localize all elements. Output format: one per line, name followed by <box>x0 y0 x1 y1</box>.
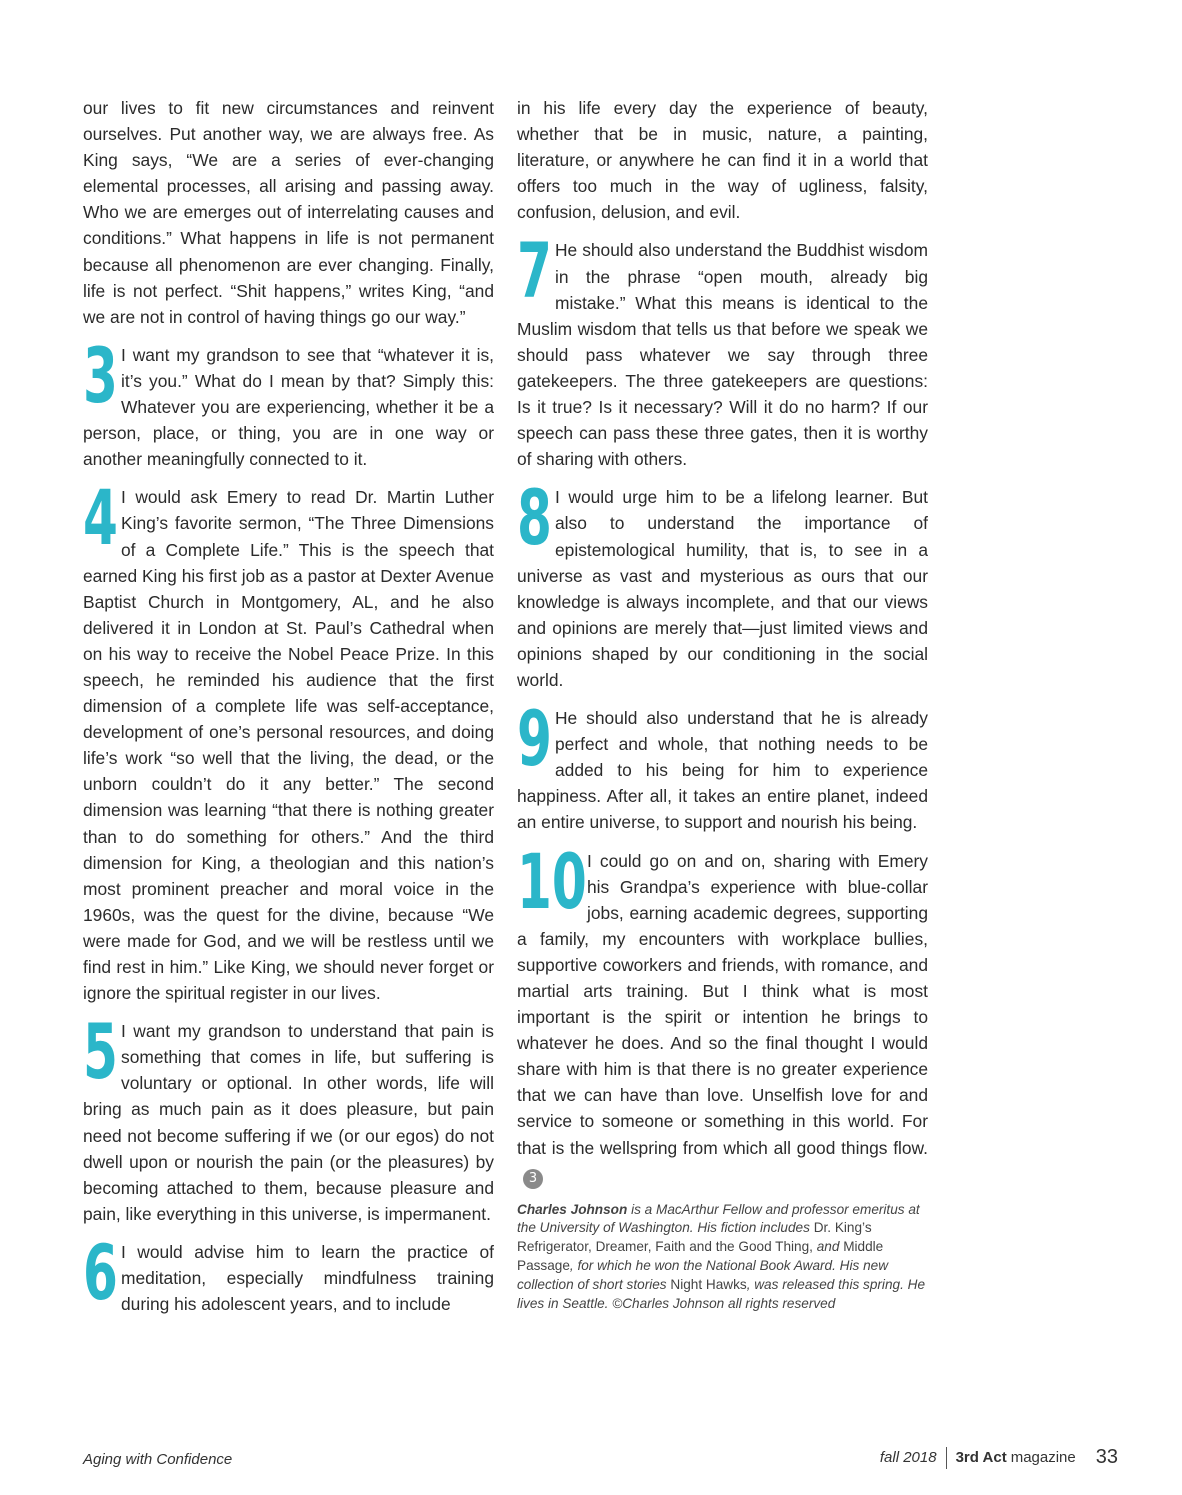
item-7 <box>517 237 928 472</box>
section-title: Aging with Confidence <box>83 1451 233 1468</box>
end-mark-icon: 3 <box>523 1169 543 1189</box>
item-number-5: 5 <box>83 1018 118 1097</box>
magazine-word: magazine <box>1010 1449 1076 1466</box>
footer-divider <box>946 1447 947 1469</box>
magazine-brand: 3rd Act <box>955 1449 1007 1466</box>
item-number-10: 10 <box>517 847 587 926</box>
issue-season: fall 2018 <box>879 1449 937 1466</box>
item-10-text: I could go on and on, sharing with Emery his Grandpa’s experience with blue-collar jobs, earning academic degrees, supporting a family, my encounters with workplace bullies, supportive coworkers and friends, with romance, and martial arts training. But I think what is most important is the spirit or intention he brings to whatever he does. And so the final thought I would share with him is that there is no greater experience that we can have than love. Unselfish love for and service to someone or something in this world. For that is the wellspring from which all good things flow. <box>517 850 928 1158</box>
author-name: Charles Johnson <box>517 1201 628 1217</box>
item-number-3: 3 <box>83 341 118 420</box>
book-title-night-hawks: Night Hawks <box>670 1276 747 1292</box>
book-titles: Dr. King’s Refrigerator, Dreamer, Faith and the Good Thing, <box>517 1220 872 1255</box>
item-number-7: 7 <box>517 237 552 316</box>
item-4-text: I would ask Emery to read Dr. Martin Luther King’s favorite sermon, “The Three Dimensions of a Complete Life.” This is the speech that earned King his first job as a pastor at Dexter Avenue Baptist Church in Montgomery, AL, and he also delivered it in London at St. Paul’s Cathedral when on his way to receive the Nobel Peace Prize. In this speech, he reminded his audience that the first dimension of a complete life was self-acceptance, development of one’s personal resources, and doing life’s work “so well that the living, the dead, or the unborn couldn’t do it any better.” The second dimension was learning “that there is nothing greater than to do something for others.” And the third dimension for King, a theologian and this nation’s most prominent preacher and moral voice in the 1960s, was the quest for the divine, because “We were made for God, and we will be restless until we find rest in him.” Like King, we should never forget or ignore the spiritual register in our lives. <box>83 487 494 1004</box>
left-column <box>83 95 494 1329</box>
item-6-text: I would advise him to learn the practice of meditation, especially mindfulness training during his adolescent years, and to include <box>121 1241 494 1315</box>
magazine-footer <box>880 1446 1118 1469</box>
item-9 <box>517 705 928 835</box>
item-9-text: He should also understand that he is already perfect and whole, that nothing needs to be added to his being for him to experience happiness. After all, it takes an entire planet, indeed an entire universe, to support and nourish his being. <box>517 708 928 833</box>
item-7-text: He should also understand the Buddhist wisdom in the phrase “open mouth, already big mistake.” What this means is identical to the Muslim wisdom that tells us that before we speak we should pass whatever we say through three gatekeepers. The three gatekeepers are questions: Is it true? Is it necessary? Will it do no harm? If our speech can pass these three gates, then it is worthy of sharing with others. <box>517 240 928 470</box>
item-8 <box>517 484 928 693</box>
page-number: 33 <box>1095 1446 1118 1468</box>
intro-paragraph: our lives to fit new circumstances and reinvent ourselves. Put another way, we are always free. As King says, “We are a series of ever-changing elemental processes, all arising and passing away. Who we are emerges out of interrelating causes and conditions.” What happens in life is not permanent because all phenomenon are ever changing. Finally, life is not perfect. “Shit happens,” writes King, “and we are not in control of having things go our way.” <box>83 98 494 327</box>
item-number-6: 6 <box>83 1238 118 1317</box>
item-number-8: 8 <box>517 484 552 563</box>
item-10 <box>517 848 928 1189</box>
item-3-text: I want my grandson to see that “whatever it is, it’s you.” What do I mean by that? Simply this: Whatever you are experiencing, whether it be a person, place, or thing, you are in one way or another meaningfully connected to it. <box>83 344 494 470</box>
item-number-4: 4 <box>83 484 118 563</box>
item-6 <box>83 1239 494 1317</box>
item-4 <box>83 484 494 1006</box>
item-8-text: I would urge him to be a lifelong learner. But also to understand the importance of epistemological humility, that is, to see in a universe as vast and mysterious as ours that our knowledge is always incomplete, and that our views and opinions are merely that—just limited views and opinions shaped by our conditioning in the social world. <box>517 487 928 690</box>
item-5 <box>83 1018 494 1227</box>
right-column <box>517 95 928 1313</box>
item-5-text: I want my grandson to understand that pain is something that comes in life, but suffering is voluntary or optional. In other words, life will bring as much pain as it does pleasure, but pain need not become suffering if we (or our egos) do not dwell upon or nourish the pain (or the pleasures) by becoming attached to them, because pleasure and pain, like everything in this universe, is impermanent. <box>83 1021 494 1224</box>
author-bio: Charles Johnson is a MacArthur Fellow and professor emeritus at the University of Washington. His fiction includes Dr. King’s Refrigerator, Dreamer, Faith and the Good Thing, and Middle Passage, for which he won the National Book Award. His new collection of short stories Night Hawks, was released this spring. He lives in Seattle. ©Charles Johnson all rights reserved <box>517 1201 925 1311</box>
continued-paragraph: in his life every day the experience of beauty, whether that be in music, nature, a painting, literature, or anywhere he can find it in a world that offers too much in the way of ugliness, falsity, confusion, delusion, and evil. <box>517 98 928 223</box>
item-number-9: 9 <box>517 705 552 784</box>
book-title-middle-passage: Middle Passage <box>517 1239 884 1274</box>
item-3 <box>83 342 494 472</box>
